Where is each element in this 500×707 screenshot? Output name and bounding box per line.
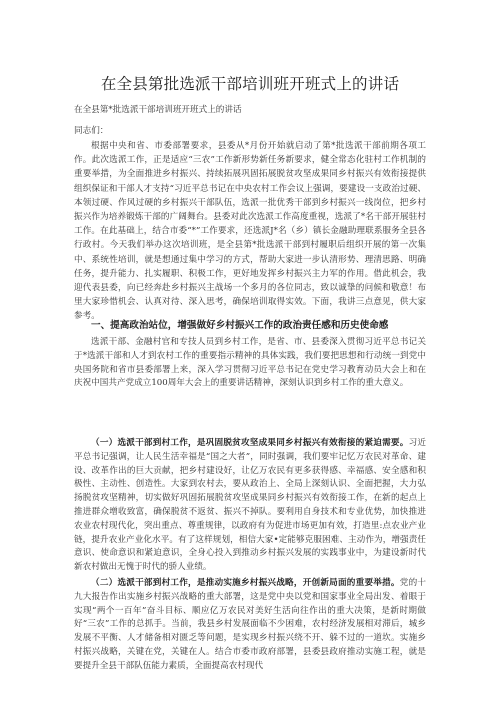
subsection-heading-1: （一）选派干部到村工作，是巩固脱贫攻坚成果同乡村振兴有效衔接的紧迫需要。	[91, 438, 409, 448]
page-title: 在全县第批选派干部培训班开班式上的讲话	[100, 75, 400, 93]
subsection-1-text: 习近平总书记强调，让人民生活幸福是“国之大者”，同时强调，我们要牢记忆万农民对革命、建设、改革作出的巨大贡献，把乡村建设好，让亿万农民有更多获得感、幸福感、安全感和积极性、主动性、创造性。大家到农村去，要从政治上、全局上深刻认识、全面把握，大力弘扬脱贫攻坚精神，切实做好巩固拓展脱贫攻坚成果同乡村振兴有效衔接工作，在新的起点上推进群众增收致富，确保脱贫不返贫、振兴不掉队。要利用自身技术和专业优势，加快推进农业农村现代化，突出重点、尊重规律，以政府有为促进市场更加有效，打造里:点农业产业链，提升农业产业化水平。有了这样规划，相信大家•定能够克服困难、主动作为，增强责任意识、使命意识和紧迫意识，全身心投入到推动乡村振兴发展的实践事业中，为建设新时代新农村做出无愧于时代的骄人业绩。	[74, 438, 426, 573]
subsection-heading-2: （二）选派干部到村工作，是推动实施乡村振兴战略，开创新局面的重要举措。	[91, 578, 400, 588]
section-1-paragraph: 选派干部、金融村官和专技人员到乡村工作，是省、市、县委深入贯彻习近平总书记关于*选派干部和人才到农村工作的重要指示精神的具体实践，我们要把思想和行动统一到党中央国务院和省市县委部署上来，深入学习贯彻习近平总书记在党史学习教育动员大会上和在庆祝中国共产党成立100周年大会上的重要讲话精神，深刻认识到乡村工作的重大意义。	[74, 337, 426, 389]
section-heading-1: 一、提高政治站位，增强做好乡村振兴工作的政治责任感和历史使命感	[91, 320, 389, 331]
subsection-2-text: 党的十九大报告作出实施乡村振兴战略的重大部署，这是党中央以党和国家事业全局出发、着眼于实现“两个一百年”奋斗目标、顺应亿万农民对美好生活向往作出的重大决策，是新时期做好“三农”工作的总抓手。当前，我县乡村发展面临不少困难，农村经济发展相对滞后，城乡发展不平衡、人才储备相对匮乏等问题，是实现乡村振兴绕不开、躲不过的一道坎。实施乡村振兴战略，关键在党，关键在人。结合市委市政府部署，县委县政府推动实施工程，就是要提升全县干部队伍能力素质，全面提高农村现代	[74, 578, 426, 671]
intro-paragraph: 根据中央和省、市委部署要求，县委从*月份开始就启动了第*批选派干部前期各项工作。此次选派工作，正是适应“三农”工作新形势新任务新要求，健全常态化驻村工作机制的重要举措，为全面推进乡村振兴、持续拓展巩固拓展脱贫攻坚成果同乡村振兴有效衔接提供组织保证和干部人才支持“习近平总书记在中央农村工作会议上强调，要建设一支政治过硬、本领过硬、作风过硬的乡村振兴干部队伍，选派一批优秀干部到乡村振兴一线岗位，把乡村振兴作为培养锻炼干部的广阔舞台。县委对此次选派工作高度重视，选派了*名干部开展驻村工作。在此基础上，结合市委“*”工作要求，还选派J*名（乡）镇长金融助理联系服务全县各行政村。今天我们举办这次培训班，是全县第*批选派干部到村履职后组织开展的第一次集中、系统性培训，就是想通过集中学习的方式，帮助大家进一步认清形势、理清思路、明确任务，提升能力、扎实履职、积极工作，更好地发挥乡村振兴主力军的作用。借此机会，我迎代表县委，向已经奔赴乡村振兴主战场一个多月的各位同志，致以诚挚的问候和敬意！布里大家珍惜机会、认真对待、深入思考，确保培训取得实效。下面，我讲三点意见，供大家参考。	[74, 141, 426, 322]
greeting: 同志们：	[74, 126, 109, 136]
document-subtitle: 在全县第*批选派干部培训班开班式上的讲话	[74, 105, 242, 115]
subsection-2-paragraph	[74, 577, 426, 674]
subsection-1-paragraph	[74, 437, 426, 575]
